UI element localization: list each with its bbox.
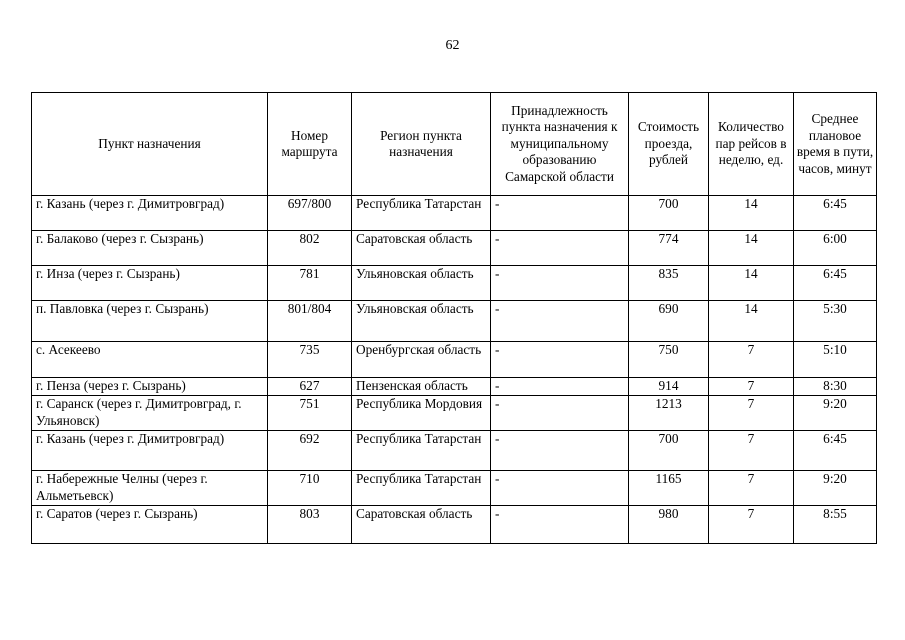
cell-travel-time: 5:10 (794, 342, 877, 378)
cell-destination: г. Казань (через г. Димитровград) (32, 196, 268, 231)
cell-route-number: 781 (268, 266, 352, 301)
cell-municipality: - (491, 231, 629, 266)
cell-travel-time: 6:00 (794, 231, 877, 266)
cell-fare: 750 (629, 342, 709, 378)
cell-route-number: 710 (268, 471, 352, 506)
header-travel-time: Среднее плановое время в пути, часов, минут (794, 93, 877, 196)
cell-travel-time: 9:20 (794, 471, 877, 506)
cell-fare: 774 (629, 231, 709, 266)
cell-region: Ульяновская область (352, 301, 491, 342)
cell-trips-per-week: 14 (709, 196, 794, 231)
cell-region: Оренбургская область (352, 342, 491, 378)
cell-trips-per-week: 7 (709, 396, 794, 431)
table-row (32, 266, 877, 301)
header-route-number: Номер маршрута (268, 93, 352, 196)
cell-route-number: 803 (268, 506, 352, 544)
routes-table (31, 92, 877, 544)
cell-municipality: - (491, 471, 629, 506)
cell-travel-time: 5:30 (794, 301, 877, 342)
header-fare: Стоимость проезда, рублей (629, 93, 709, 196)
cell-trips-per-week: 7 (709, 471, 794, 506)
cell-trips-per-week: 7 (709, 342, 794, 378)
cell-destination: г. Саранск (через г. Димитровград, г. Ульяновск) (32, 396, 268, 431)
cell-route-number: 692 (268, 431, 352, 471)
cell-route-number: 801/804 (268, 301, 352, 342)
table-row (32, 231, 877, 266)
table-row (32, 396, 877, 431)
table-row (32, 378, 877, 396)
cell-destination: г. Инза (через г. Сызрань) (32, 266, 268, 301)
table-body (32, 196, 877, 544)
header-region: Регион пункта назначения (352, 93, 491, 196)
cell-municipality: - (491, 431, 629, 471)
cell-travel-time: 9:20 (794, 396, 877, 431)
cell-trips-per-week: 14 (709, 266, 794, 301)
table-header-row (32, 93, 877, 196)
cell-travel-time: 6:45 (794, 266, 877, 301)
cell-fare: 690 (629, 301, 709, 342)
cell-destination: г. Пенза (через г. Сызрань) (32, 378, 268, 396)
cell-fare: 914 (629, 378, 709, 396)
cell-fare: 1213 (629, 396, 709, 431)
cell-municipality: - (491, 266, 629, 301)
cell-travel-time: 8:55 (794, 506, 877, 544)
cell-destination: г. Набережные Челны (через г. Альметьевск) (32, 471, 268, 506)
cell-route-number: 802 (268, 231, 352, 266)
cell-municipality: - (491, 396, 629, 431)
cell-destination: п. Павловка (через г. Сызрань) (32, 301, 268, 342)
cell-fare: 835 (629, 266, 709, 301)
table-row (32, 471, 877, 506)
table-row (32, 431, 877, 471)
cell-destination: с. Асекеево (32, 342, 268, 378)
cell-region: Пензенская область (352, 378, 491, 396)
page-number: 62 (445, 38, 460, 53)
table-row (32, 196, 877, 231)
cell-region: Саратовская область (352, 506, 491, 544)
cell-fare: 700 (629, 431, 709, 471)
cell-route-number: 697/800 (268, 196, 352, 231)
cell-region: Республика Татарстан (352, 431, 491, 471)
cell-trips-per-week: 7 (709, 431, 794, 471)
header-trips-per-week: Количество пар рейсов в неделю, ед. (709, 93, 794, 196)
cell-trips-per-week: 14 (709, 301, 794, 342)
cell-travel-time: 6:45 (794, 431, 877, 471)
cell-trips-per-week: 7 (709, 506, 794, 544)
cell-fare: 980 (629, 506, 709, 544)
table-row (32, 506, 877, 544)
header-municipality: Принадлежность пункта назначения к муниципальному образованию Самарской области (491, 93, 629, 196)
cell-trips-per-week: 14 (709, 231, 794, 266)
cell-municipality: - (491, 378, 629, 396)
cell-route-number: 627 (268, 378, 352, 396)
cell-region: Республика Татарстан (352, 196, 491, 231)
cell-destination: г. Казань (через г. Димитровград) (32, 431, 268, 471)
cell-destination: г. Саратов (через г. Сызрань) (32, 506, 268, 544)
cell-route-number: 735 (268, 342, 352, 378)
header-destination: Пункт назначения (32, 93, 268, 196)
cell-region: Ульяновская область (352, 266, 491, 301)
table-row (32, 301, 877, 342)
cell-region: Саратовская область (352, 231, 491, 266)
cell-travel-time: 6:45 (794, 196, 877, 231)
cell-trips-per-week: 7 (709, 378, 794, 396)
cell-route-number: 751 (268, 396, 352, 431)
cell-region: Республика Татарстан (352, 471, 491, 506)
cell-destination: г. Балаково (через г. Сызрань) (32, 231, 268, 266)
cell-municipality: - (491, 301, 629, 342)
cell-municipality: - (491, 506, 629, 544)
cell-travel-time: 8:30 (794, 378, 877, 396)
cell-municipality: - (491, 342, 629, 378)
cell-fare: 1165 (629, 471, 709, 506)
table-row (32, 342, 877, 378)
cell-fare: 700 (629, 196, 709, 231)
cell-region: Республика Мордовия (352, 396, 491, 431)
cell-municipality: - (491, 196, 629, 231)
